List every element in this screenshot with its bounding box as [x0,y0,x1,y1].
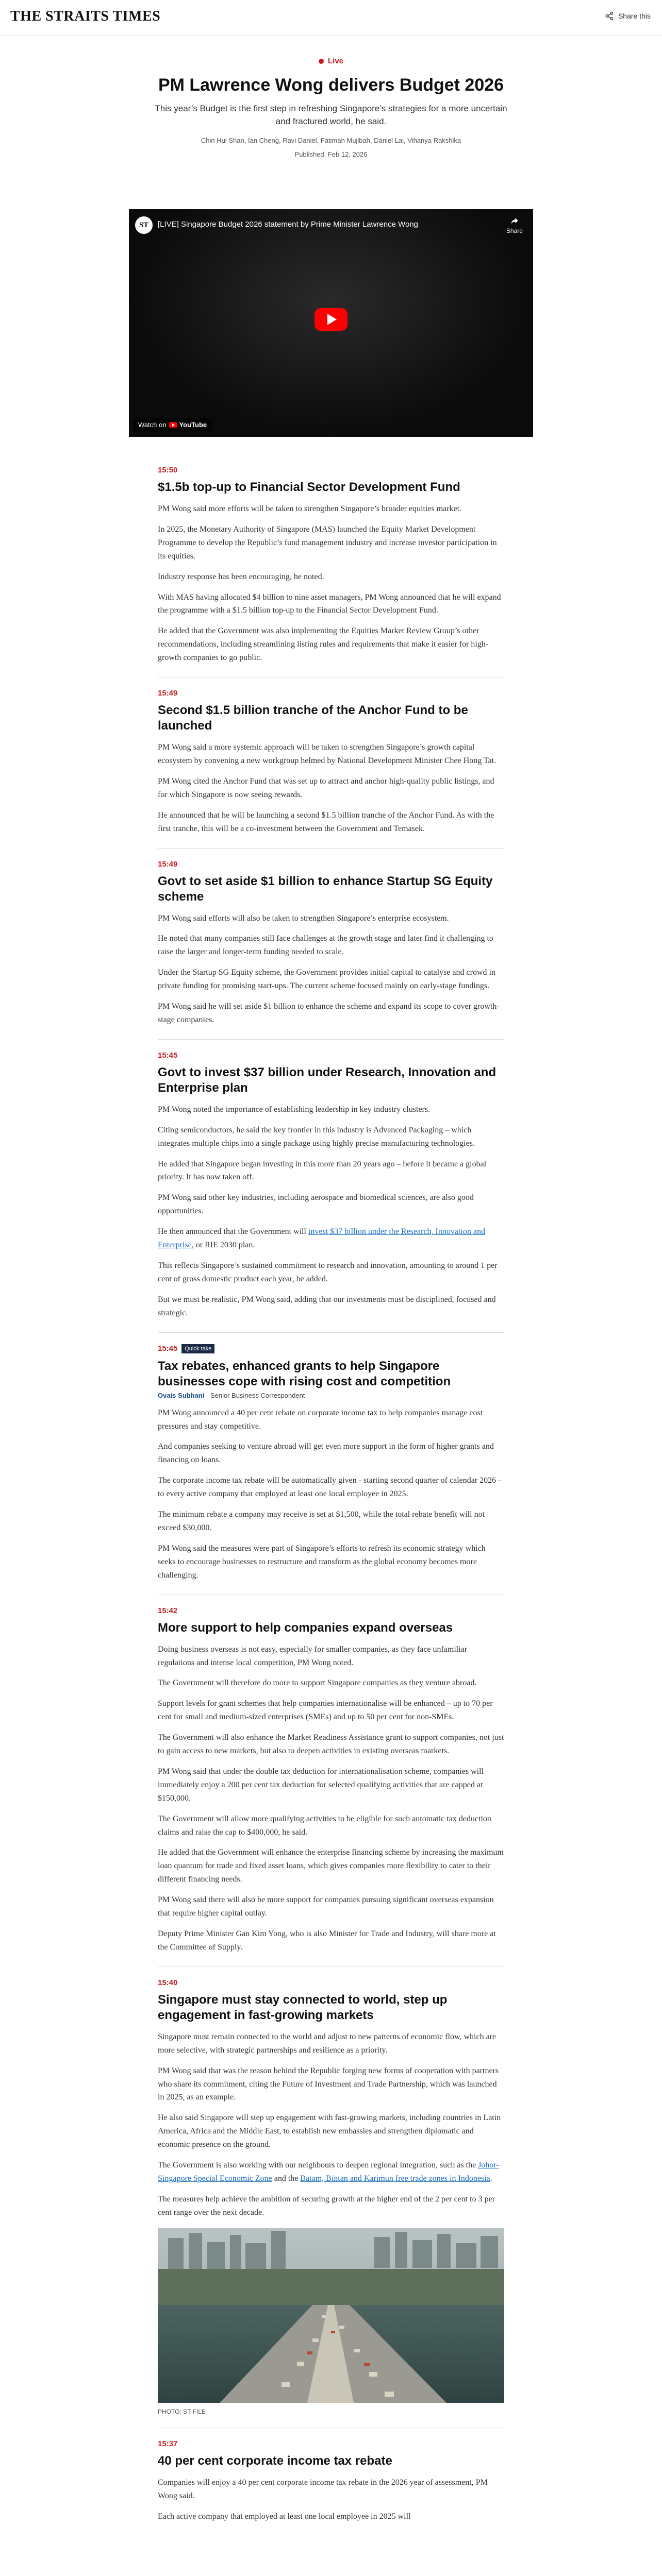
entry-time: 15:50 [158,466,178,474]
entry-paragraph: The measures help achieve the ambition of securing growth at the higher end of the 2 per cent to 3 per cent range over the next decade. [158,2194,495,2217]
entry-paragraph: PM Wong said he will set aside $1 billion to enhance the scheme and expand its scope to cover growth-stage companies. [158,1002,500,1024]
article-hero [0,57,662,158]
causeway-photo [158,2228,504,2403]
live-entry [158,1595,504,1967]
play-button[interactable] [315,308,347,331]
share-icon [605,11,614,21]
live-entry [158,454,504,677]
entry-title: Singapore must stay connected to world, step up engagement in fast-growing markets [158,1992,448,2022]
entry-paragraph: The Government will also enhance the Market Readiness Assistance grant to support companies, not just to gain access to new markets, but also to deepen activities in existing overseas markets. [158,1733,504,1756]
entry-time: 15:45 [158,1344,178,1353]
entry-paragraph: PM Wong noted the importance of establishing leadership in key industry clusters. [158,1105,431,1114]
entry-paragraph: He noted that many companies still face challenges at the growth stage and later find it challenging to raise the larger and longer-term funding needed to scale. [158,934,493,957]
entry-paragraph: He also said Singapore will step up engagement with fast-growing markets, including countries in Latin America, Africa and the Middle East, to establish new embassies and strengthen diplomatic and economic presence on the ground. [158,2113,501,2149]
entry-paragraph: Deputy Prime Minister Gan Kim Yong, who is also Minister for Trade and Industry, will share more at the Committee of Supply. [158,1929,496,1952]
entry-paragraph: PM Wong said other key industries, including aerospace and biomedical sciences, are also good opportunities. [158,1193,474,1216]
byline-role: Senior Business Correspondent [210,1391,305,1399]
entry-paragraph: He added that the Government will enhance the enterprise financing scheme by increasing the maximum loan quantum for trade and fixed asset loans, which gives companies more flexibility to cater to their different financing needs. [158,1848,504,1884]
paragraph-text: , or RIE 2030 plan. [191,1241,255,1250]
entry-paragraph: Each active company that employed at least one local employee in 2025 will [158,2512,411,2521]
live-label: Live [327,57,343,65]
paragraph-text: . [490,2174,492,2183]
entry-title: Tax rebates, enhanced grants to help Singapore businesses cope with rising cost and competition [158,1359,451,1388]
entry-paragraph: PM Wong announced a 40 per cent rebate on corporate income tax to help companies manage cost pressures and stay competitive. [158,1408,483,1431]
entry-time: 15:45 [158,1050,178,1060]
entry-paragraph: The Government will allow more qualifying activities to be eligible for such automatic tax deduction claims and raise the cap to $400,000, he said. [158,1814,491,1837]
entry-paragraph: He added that Singapore began investing in this more than 20 years ago – before it became a global priority. It has now taken off. [158,1159,487,1182]
entry-paragraph: The corporate income tax rebate will be automatically given - starting second quarter of calendar 2026 - to every active company that employed at least one local employee in 2025. [158,1476,501,1499]
share-button[interactable] [605,11,651,21]
video-title[interactable]: [LIVE] Singapore Budget 2026 statement by Prime Minister Lawrence Wong [158,220,418,229]
video-share-button[interactable] [506,216,523,234]
jssez-link[interactable]: Johor-Singapore Special Economic Zone [158,2161,499,2183]
entry-paragraph: In 2025, the Monetary Authority of Singapore (MAS) launched the Equity Market Development Programme to develop the Republic’s fund management industry and increase investor participation in its equities. [158,524,497,561]
entry-title: Govt to set aside $1 billion to enhance Startup SG Equity scheme [158,874,493,904]
entry-time: 15:40 [158,1978,178,1987]
entry-paragraph: Industry response has been encouraging, he noted. [158,572,324,581]
entry-paragraph: PM Wong said that under the double tax deduction for internationalisation scheme, companies will immediately enjoy a 200 per cent tax deduction for selected qualifying activities that are capped at $150,000. [158,1767,484,1803]
play-icon [327,314,337,325]
share-arrow-icon [510,216,519,226]
watch-on-label: Watch on [138,421,167,429]
author-list[interactable]: Chin Hui Shan, Ian Cheng, Ravi Daniel, Fatimah Mujibah, Daniel Lai, Vihanya Rakshika [201,136,461,144]
entry-title: 40 per cent corporate income tax rebate [158,2453,392,2468]
youtube-icon [169,422,177,428]
brand-logo[interactable]: THE STRAITS TIMES [10,8,161,24]
paragraph-text: The Government is also working with our neighbours to deepen regional integration, such as the [158,2161,478,2170]
live-entry [158,2428,504,2536]
entry-time: 15:49 [158,689,178,698]
page-title: PM Lawrence Wong delivers Budget 2026 [158,75,504,95]
watch-on-youtube-link[interactable] [133,418,212,432]
entry-title: Govt to invest $37 billion under Research, Innovation and Enterprise plan [158,1065,496,1095]
live-dot-icon [319,59,324,64]
entry-paragraph: PM Wong said there will also be more support for companies pursuing significant overseas expansion that require higher capital outlay. [158,1895,494,1918]
entry-paragraph: Companies will enjoy a 40 per cent corporate income tax rebate in the 2026 year of assessment, PM Wong said. [158,2478,488,2500]
rie-2030-link[interactable]: invest $37 billion under the Research, Innovation and Enterprise [158,1227,485,1250]
entry-paragraph: The Government will therefore do more to support Singapore companies as they venture abroad. [158,1679,477,1688]
paragraph-text: He then announced that the Government will [158,1227,308,1236]
bbk-ftz-link[interactable]: Batam, Bintan and Karimun free trade zones in Indonesia [300,2174,490,2183]
entry-paragraph: He added that the Government was also implementing the Equities Market Review Group’s other recommendations, including streamlining listing rules and requirements that make it easier for high-growth companies to go public. [158,626,489,663]
byline-author[interactable]: Ovais Subhani [158,1391,205,1399]
entry-paragraph: Under the Startup SG Equity scheme, the Government provides initial capital to catalyse and crowd in private funding for promising start-ups. The current scheme focused mainly on early-stage fundings. [158,968,495,991]
entry-paragraph: The minimum rebate a company may receive is set at $1,500, while the total rebate benefit will not exceed $30,000. [158,1510,485,1532]
standfirst: This year’s Budget is the first step in refreshing Singapore’s strategies for a more uncertain and fractured world, he said. [155,104,507,126]
site-header [0,0,662,36]
entry-paragraph: He announced that he will be launching a second $1.5 billion tranche of the Anchor Fund. As with the first tranche, this will be a co-investment between the Government and Temasek. [158,810,494,833]
video-player[interactable] [129,209,533,437]
entry-paragraph: Singapore must remain connected to the world and adjust to new patterns of economic flow, which are more selective, with strategic partnerships and resilience as a priority. [158,2032,496,2055]
entry-paragraph [158,1225,504,1252]
youtube-logo [169,421,207,429]
channel-logo[interactable]: ST [135,216,153,234]
entry-paragraph: PM Wong cited the Anchor Fund that was set up to attract and anchor high-quality public listings, and for which Singapore is now seeing rewards. [158,776,494,799]
share-label: Share this [618,12,651,20]
quick-take-badge: Quick take [181,1344,214,1353]
entry-title: $1.5b top-up to Financial Sector Development Fund [158,480,460,494]
entry-paragraph: PM Wong said efforts will also be taken to strengthen Singapore’s enterprise ecosystem. [158,913,449,923]
live-entry [158,848,504,1039]
entry-paragraph: PM Wong said that was the reason behind the Republic forging new forms of cooperation with partners who share its commitment, citing the Future of Investment and Trade Partnership, which was launched in 2025, as an example. [158,2066,499,2102]
live-entry [158,1967,504,2428]
entry-time: 15:42 [158,1606,178,1615]
entry-paragraph: Citing semiconductors, he said the key frontier in this industry is Advanced Packaging – which integrates multiple chips into a single package using highly precise manufacturing technologies. [158,1125,475,1148]
live-entry [158,677,504,848]
entry-title: Second $1.5 billion tranche of the Anchor Fund to be launched [158,703,468,733]
live-feed [158,454,504,2535]
entry-paragraph: But we must be realistic, PM Wong said, adding that our investments must be disciplined, focused and strategic. [158,1295,496,1317]
entry-time: 15:37 [158,2439,178,2448]
published-date: Published: Feb 12, 2026 [294,150,368,158]
live-entry [158,1039,504,1332]
entry-paragraph [158,2159,504,2185]
paragraph-text: and the [272,2174,301,2183]
byline [158,1392,504,1399]
video-share-label: Share [506,227,523,234]
live-badge [319,57,343,65]
entry-paragraph: This reflects Singapore’s sustained commitment to research and innovation, amounting to around 1 per cent of gross domestic product each year, he added. [158,1261,498,1283]
entry-paragraph: PM Wong said the measures were part of Singapore’s efforts to refresh its economic strategy which seeks to encourage businesses to restructure and transform as the global economy becomes more challenging. [158,1544,486,1580]
live-entry [158,1332,504,1595]
entry-paragraph: PM Wong said more efforts will be taken to strengthen Singapore’s broader equities market. [158,504,462,513]
photo-caption: PHOTO: ST FILE [158,2408,206,2415]
causeway-photo-illustration [158,2228,504,2403]
youtube-label: YouTube [179,421,207,429]
entry-paragraph: Support levels for grant schemes that help companies internationalise will be enhanced – up to 70 per cent for small and medium-sized enterprises (SMEs) and up to 50 per cent for non-SMEs. [158,1699,493,1722]
entry-paragraph: PM Wong said a more systemic approach will be taken to strengthen Singapore’s growth capital ecosystem by convening a new workgroup helmed by National Development Minister Chee Hong Tat. [158,743,496,765]
entry-paragraph: Doing business overseas is not easy, especially for smaller companies, as they face unfamiliar regulations and intense local competition, PM Wong noted. [158,1645,468,1667]
entry-paragraph: And companies seeking to venture abroad will get even more support in the form of higher grants and financing on loans. [158,1442,494,1465]
entry-time: 15:49 [158,859,178,869]
entry-title: More support to help companies expand overseas [158,1620,453,1635]
entry-paragraph: With MAS having allocated $4 billion to nine asset managers, PM Wong announced that he will expand the programme with a $1.5 billion top-up to the Financial Sector Development Fund. [158,592,501,615]
